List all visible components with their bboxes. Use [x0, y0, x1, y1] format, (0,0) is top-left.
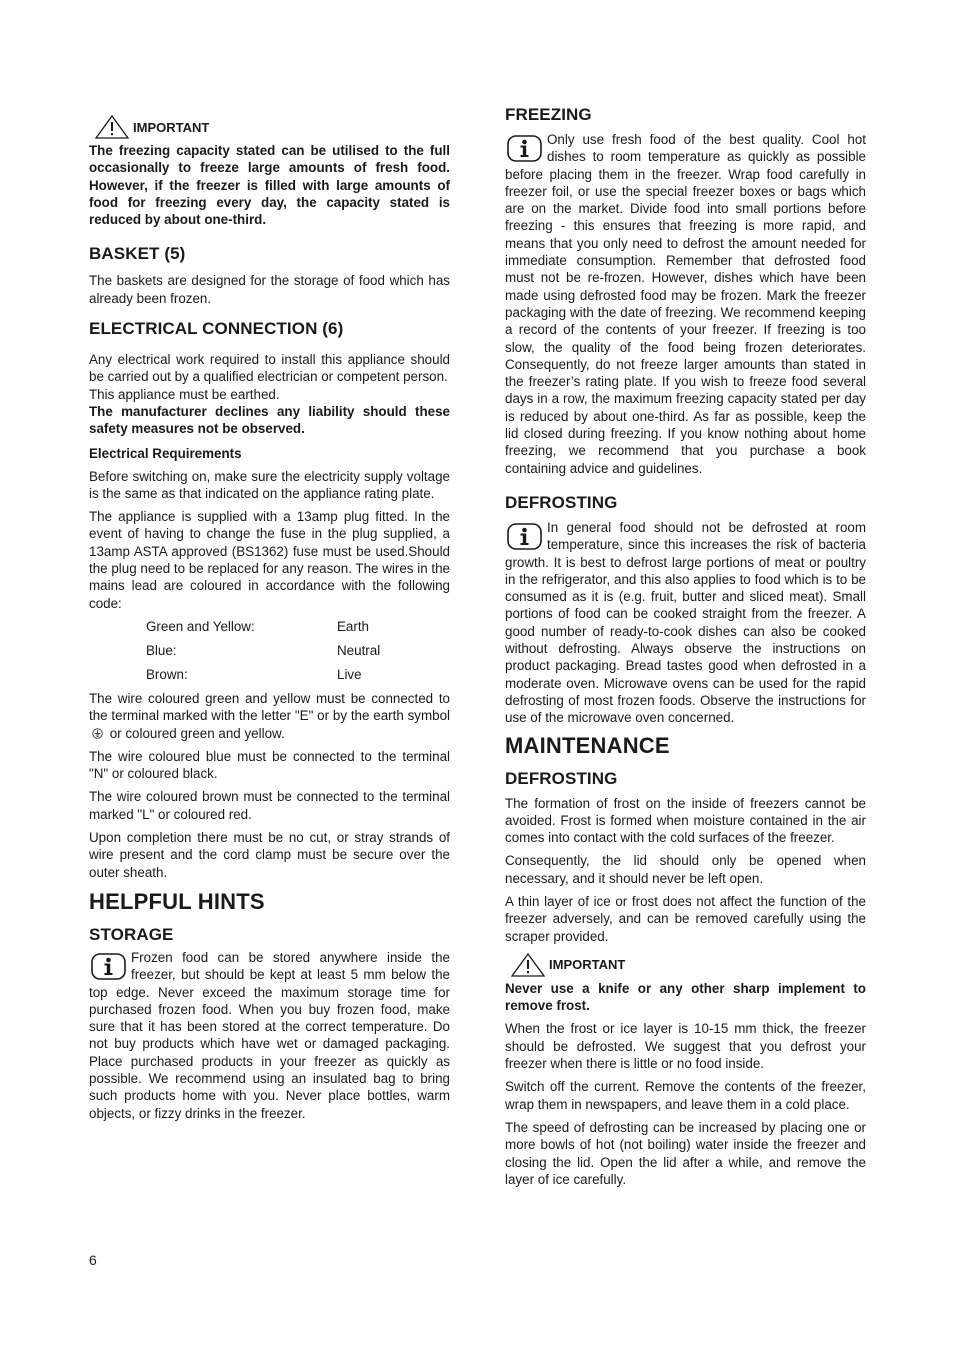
maintenance-p3: A thin layer of ice or frost does not affect the function of the freezer adversely, and can be removed carefully using the scraper provided.: [505, 893, 866, 944]
important-text: The freezing capacity stated can be utilised to the full occasionally to freeze large amounts of fresh food. However, if the freezer is filled with large amounts of food for freezing every day, the capacity stated is reduced by about one-third.: [89, 143, 450, 228]
important-notice-header: [511, 953, 866, 977]
electrical-p5: The appliance is supplied with a 13amp plug fitted. In the event of having to change the fuse in the plug supplied, a 13amp ASTA approved (BS1362) fuse must be used.Should the plug need to be replaced for any reason. The wires in the mains lead are coloured in accordance with the following code:: [89, 509, 450, 611]
warning-icon: [95, 115, 129, 139]
left-column: [89, 105, 450, 1128]
maintenance-p4: When the frost or ice layer is 10-15 mm thick, the freezer should be defrosted. We suggest that you defrost your freezer when there is little or no food inside.: [505, 1021, 866, 1072]
wire-terminal: Neutral: [337, 642, 381, 658]
electrical-heading: ELECTRICAL CONNECTION (6): [89, 319, 344, 339]
defrosting-hint-heading: DEFROSTING: [505, 492, 618, 512]
wire-terminal: Live: [337, 666, 362, 682]
wire-row: [146, 642, 450, 659]
maintenance-p1: The formation of frost on the inside of freezers cannot be avoided. Frost is formed when moisture contained in the air comes into contact with the cold surfaces of the freezer.: [505, 795, 866, 846]
electrical-p6-end: or coloured green and yellow.: [109, 725, 285, 741]
electrical-p6-start: The wire coloured green and yellow must be connected to the terminal marked with the letter "E" or by the earth symbol: [89, 690, 450, 724]
warning-icon: [511, 953, 545, 977]
electrical-requirements-heading: Electrical Requirements: [89, 445, 242, 461]
maintenance-p2: Consequently, the lid should only be opened when necessary, and it should never be left open.: [505, 853, 866, 886]
helpful-hints-heading: HELPFUL HINTS: [89, 888, 265, 914]
defrosting-hint-text: [505, 519, 866, 727]
page-number: 6: [89, 1252, 97, 1268]
basket-text: The baskets are designed for the storage of food which has already been frozen.: [89, 273, 450, 306]
important-label: IMPORTANT: [549, 957, 626, 973]
info-icon: [91, 953, 126, 980]
important-notice-header: [95, 115, 450, 139]
maintenance-p5: Switch off the current. Remove the contents of the freezer, wrap them in newspapers, and leave them in a cold place.: [505, 1079, 866, 1112]
wire-colour: Brown:: [146, 666, 188, 682]
info-icon: [507, 523, 542, 550]
info-icon: [507, 135, 542, 162]
electrical-p1: Any electrical work required to install this appliance should be carried out by a qualified electrician or competent person.: [89, 352, 450, 385]
earth-symbol-icon: [92, 728, 103, 739]
right-column: [505, 105, 866, 1194]
electrical-p4: Before switching on, make sure the electricity supply voltage is the same as that indicated on the appliance rating plate.: [89, 468, 450, 501]
freezing-heading: FREEZING: [505, 105, 592, 124]
storage-text-body: Frozen food can be stored anywhere inside the freezer, but should be kept at least 5 mm below the top edge. Never exceed the maximum storage time for purchased frozen food. When you buy frozen food, make sure that it has been stored at the correct temperature. Do not buy products which have wet or damaged packaging. Place purchased products in your freezer as quickly as possible. We recommend using an insulated bag to bring such products home with you. Never place bottles, warm objects, or fizzy drinks in the freezer.: [89, 949, 450, 1121]
wire-colour: Blue:: [146, 642, 177, 658]
wire-colour: Green and Yellow:: [146, 618, 255, 634]
important-label: IMPORTANT: [133, 119, 210, 135]
storage-heading: STORAGE: [89, 924, 174, 944]
electrical-p6: [89, 690, 450, 742]
wire-colour-table: [146, 618, 450, 683]
wire-terminal: Earth: [337, 618, 370, 634]
maintenance-defrosting-heading: DEFROSTING: [505, 768, 618, 788]
maintenance-heading: MAINTENANCE: [505, 732, 670, 758]
electrical-p9: Upon completion there must be no cut, or stray strands of wire present and the cord clamp must be secure over the outer sheath.: [89, 830, 450, 880]
freezing-text-body: Only use fresh food of the best quality. Cool hot dishes to room temperature as quickly as possible before placing them in the freezer. Wrap food carefully in freezer foil, or use the special freezer boxes or bags which are on the market. Divide food into small portions before freezing - this ensures that freezing is more rapid, and means that you only need to defrost the amount needed for immediate consumption. Remember that defrosted food must not be re-frozen. However, dishes which have been made using defrosted food may be frozen. Mark the freezer packaging with the date of freezing. We recommend keeping a record of the contents of your freezer. If freezing is too slow, the quality of the food being frozen deteriorates. Consequently, do not freeze larger amounts than stated in the freezer’s rating plate. If you wish to freeze food several days in a row, the maximum freezing capacity stated per day is reduced by about one-third. As far as possible, keep the lid closed during freezing. If you know nothing about home freezing, we recommend that you purchase a book containing advice and guidelines.: [505, 132, 866, 476]
wire-row: [146, 618, 450, 635]
storage-text: [89, 949, 450, 1122]
electrical-p8: The wire coloured brown must be connected to the terminal marked "L" or coloured red.: [89, 789, 450, 822]
important-text: Never use a knife or any other sharp implement to remove frost.: [505, 980, 866, 1014]
maintenance-p6: The speed of defrosting can be increased by placing one or more bowls of hot (not boiling) water inside the freezer and closing the lid. Open the lid after a while, and remove the layer of ice carefully.: [505, 1119, 866, 1187]
basket-heading: BASKET (5): [89, 244, 186, 264]
electrical-p7: The wire coloured blue must be connected to the terminal "N" or coloured black.: [89, 748, 450, 782]
electrical-liability: The manufacturer declines any liability should these safety measures not be observed.: [89, 403, 450, 437]
wire-row: [146, 666, 450, 683]
freezing-text: [505, 131, 866, 477]
defrosting-hint-body: In general food should not be defrosted at room temperature, since this increases the risk of bacteria growth. It is best to defrost large portions of meat or poultry in the refrigerator, and this also applies to food which is to be consumed as it is (e.g. fruit, butter and sliced meat). Small portions of food can be cooked straight from the freezer. A good number of ready-to-cook dishes can also be cooked without defrosting. Always observe the instructions on product packaging. Bread tastes good when defrosted in a moderate oven. Microwave ovens can be used for the rapid defrosting of most frozen foods. Observe the instructions for use of the microwave oven concerned.: [505, 519, 866, 726]
electrical-p2: This appliance must be earthed.: [89, 386, 280, 402]
